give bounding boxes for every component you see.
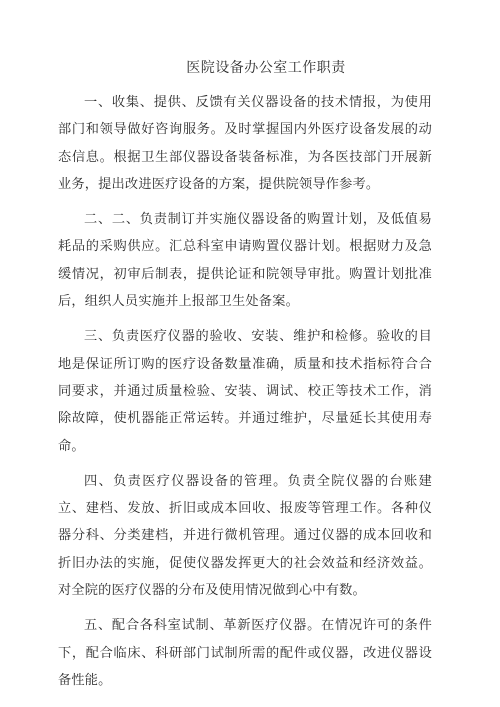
paragraph-2: 二、二、负责制订并实施仪器设备的购置计划，及低值易耗品的采购供应。汇总科室申请购置仪器计划。根据财力及急缓情况，初审后制表，提供论证和院领导审批。购置计划批准后，组织人员实施并上报部卫生处备案。: [58, 212, 432, 310]
paragraph-1: 一、收集、提供、反馈有关仪器设备的技术情报，为使用部门和领导做好咨询服务。及时掌握国内外医疗设备发展的动态信息。根据卫生部仪器设备装备标准，为各医技部门开展新业务，提出改进医疗设备的方案，提供院领导作参考。: [58, 95, 432, 192]
document-body: [59, 89, 432, 694]
document-title: 医院设备办公室工作职责: [186, 60, 346, 76]
paragraph-3: 三、负责医疗仪器的验收、安装、维护和检修。验收的目地是保证所订购的医疗设备数量准确，质量和技术指标符合合同要求，并通过质量检验、安装、调试、校正等技术工作，消除故障，使机器能正常运转。并通过维护，尽量延长其使用寿命。: [58, 329, 432, 454]
paragraph-4: 四、负责医疗仪器设备的管理。负责全院仪器的台账建立、建档、发放、折旧或成本回收、报废等管理工作。各种仪器分科、分类建档，并进行微机管理。通过仪器的成本回收和折旧办法的实施，促使仪器发挥更大的社会效益和经济效益。对全院的医疗仪器的分布及使用情况做到心中有数。: [58, 473, 432, 599]
paragraph-5: 五、配合各科室试制、革新医疗仪器。在情况许可的条件下，配合临床、科研部门试制所需的配件或仪器，改进仪器设备性能。: [58, 618, 432, 688]
